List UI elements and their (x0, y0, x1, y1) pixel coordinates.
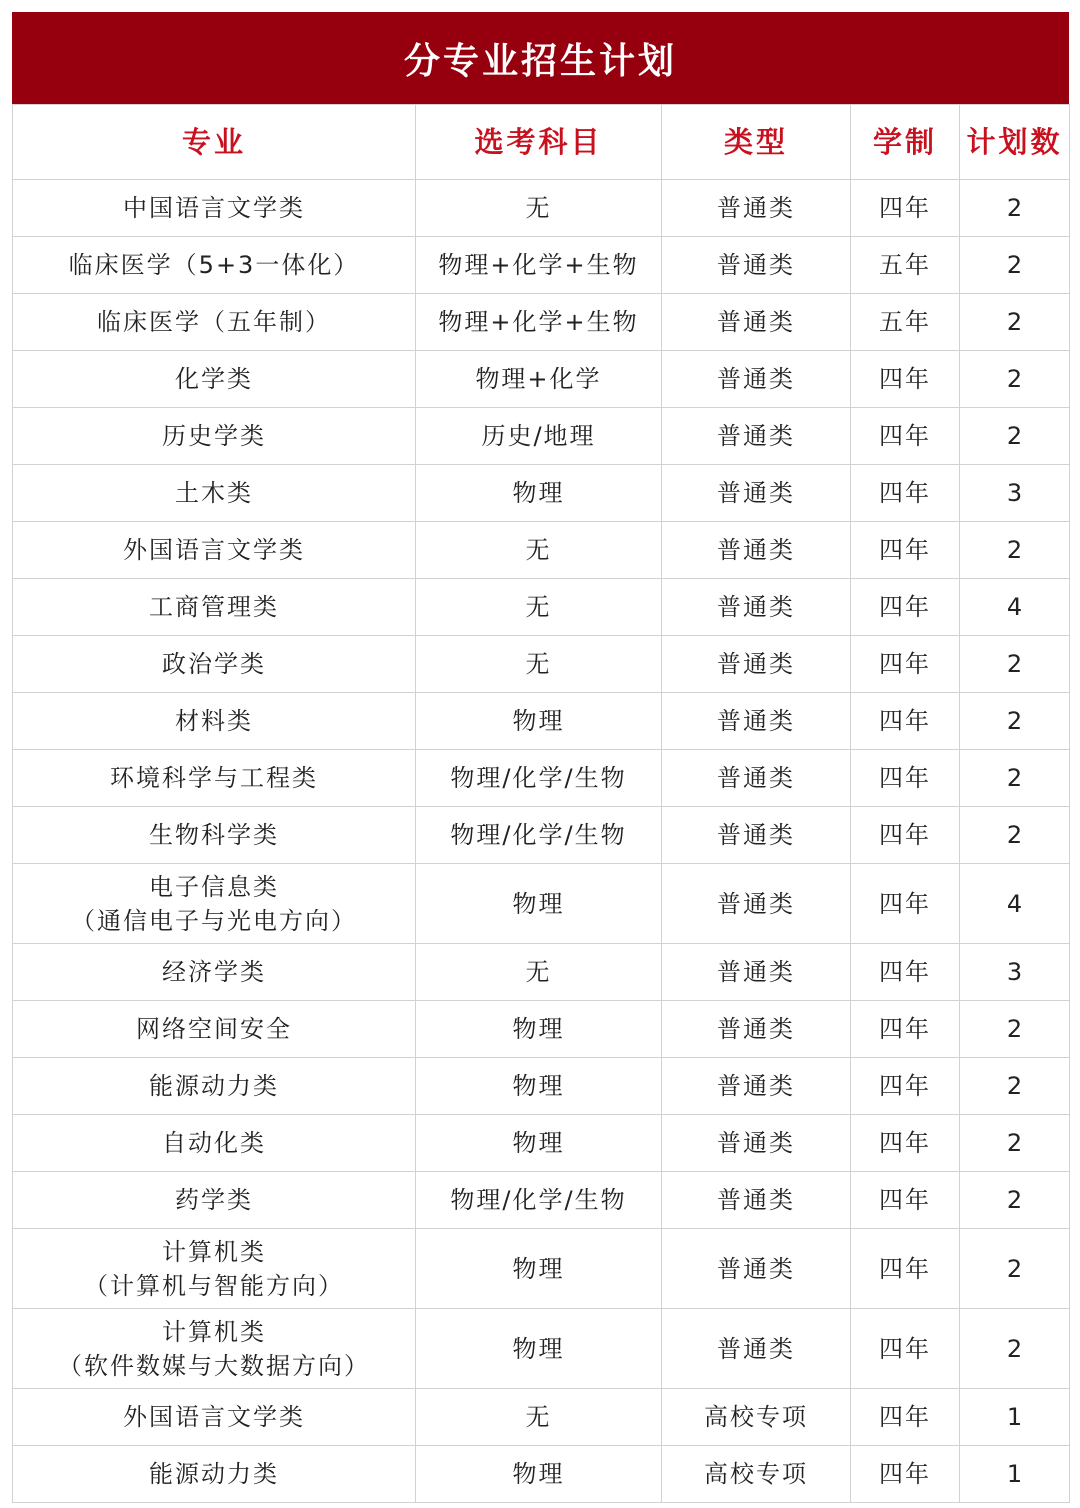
cell-type: 高校专项 (662, 1446, 851, 1503)
header-type: 类型 (662, 105, 851, 180)
cell-subjects: 物理/化学/生物 (416, 1172, 662, 1229)
cell-type: 普通类 (662, 408, 851, 465)
cell-major (13, 579, 416, 636)
table-row (13, 636, 1070, 693)
cell-duration: 四年 (851, 693, 960, 750)
cell-count: 2 (960, 408, 1070, 465)
header-major: 专业 (13, 105, 416, 180)
cell-count: 2 (960, 1172, 1070, 1229)
cell-subjects: 物理 (416, 693, 662, 750)
cell-type: 普通类 (662, 1172, 851, 1229)
cell-count: 3 (960, 465, 1070, 522)
cell-subjects: 物理 (416, 864, 662, 944)
major-name-line: 临床医学（5+3一体化） (68, 251, 360, 279)
cell-type: 普通类 (662, 1001, 851, 1058)
table-row (13, 1309, 1070, 1389)
cell-duration: 五年 (851, 294, 960, 351)
major-name-line: 材料类 (175, 707, 253, 735)
cell-subjects: 物理 (416, 1058, 662, 1115)
table-row (13, 944, 1070, 1001)
cell-type: 普通类 (662, 944, 851, 1001)
cell-major (13, 864, 416, 944)
cell-subjects: 物理 (416, 1229, 662, 1309)
major-name-line: 临床医学（五年制） (97, 308, 331, 336)
table-row (13, 579, 1070, 636)
table-row (13, 807, 1070, 864)
major-name-line: 环境科学与工程类 (110, 764, 318, 792)
table-row (13, 1446, 1070, 1503)
cell-duration: 四年 (851, 1172, 960, 1229)
title-banner (12, 12, 1069, 104)
table-row (13, 180, 1070, 237)
cell-subjects: 物理 (416, 1309, 662, 1389)
cell-type: 普通类 (662, 636, 851, 693)
table-body (13, 180, 1070, 1503)
cell-subjects: 无 (416, 1389, 662, 1446)
cell-count: 2 (960, 750, 1070, 807)
cell-count: 2 (960, 1058, 1070, 1115)
cell-count: 4 (960, 864, 1070, 944)
cell-count: 2 (960, 351, 1070, 408)
cell-count: 2 (960, 1115, 1070, 1172)
cell-major (13, 807, 416, 864)
page-title: 分专业招生计划 (403, 40, 677, 82)
table-row (13, 1001, 1070, 1058)
table-row (13, 237, 1070, 294)
table-row (13, 1058, 1070, 1115)
cell-type: 普通类 (662, 465, 851, 522)
cell-type: 普通类 (662, 522, 851, 579)
cell-subjects: 无 (416, 636, 662, 693)
major-name-line: 化学类 (175, 365, 253, 393)
cell-duration: 四年 (851, 1001, 960, 1058)
cell-major (13, 408, 416, 465)
cell-subjects: 物理 (416, 1446, 662, 1503)
header-count: 计划数 (960, 105, 1070, 180)
major-name-line: （计算机与智能方向） (84, 1271, 344, 1300)
cell-subjects: 物理+化学+生物 (416, 294, 662, 351)
major-name-line: 历史学类 (162, 422, 266, 450)
major-name-line: （通信电子与光电方向） (71, 906, 357, 935)
header-subjects: 选考科目 (416, 105, 662, 180)
table-row (13, 864, 1070, 944)
cell-duration: 四年 (851, 465, 960, 522)
cell-major (13, 1309, 416, 1389)
table-row (13, 408, 1070, 465)
cell-major (13, 1058, 416, 1115)
cell-subjects: 物理/化学/生物 (416, 750, 662, 807)
cell-type: 普通类 (662, 1115, 851, 1172)
cell-type: 普通类 (662, 1309, 851, 1389)
table-row (13, 465, 1070, 522)
cell-count: 3 (960, 944, 1070, 1001)
major-name-line: 外国语言文学类 (123, 536, 305, 564)
cell-duration: 四年 (851, 864, 960, 944)
cell-duration: 四年 (851, 1115, 960, 1172)
cell-count: 2 (960, 294, 1070, 351)
cell-major (13, 180, 416, 237)
table-row (13, 750, 1070, 807)
cell-type: 普通类 (662, 294, 851, 351)
cell-duration: 四年 (851, 636, 960, 693)
table-row (13, 1229, 1070, 1309)
cell-major (13, 237, 416, 294)
cell-count: 1 (960, 1446, 1070, 1503)
cell-major (13, 465, 416, 522)
table-row (13, 1389, 1070, 1446)
major-name-line: 土木类 (175, 479, 253, 507)
cell-subjects: 无 (416, 180, 662, 237)
cell-count: 2 (960, 180, 1070, 237)
cell-type: 普通类 (662, 1058, 851, 1115)
cell-subjects: 无 (416, 522, 662, 579)
cell-major (13, 1446, 416, 1503)
cell-duration: 四年 (851, 408, 960, 465)
cell-count: 1 (960, 1389, 1070, 1446)
major-name-line: 中国语言文学类 (123, 194, 305, 222)
cell-duration: 四年 (851, 180, 960, 237)
table-row (13, 1172, 1070, 1229)
cell-major (13, 351, 416, 408)
header-duration: 学制 (851, 105, 960, 180)
cell-major (13, 636, 416, 693)
major-name-line: 工商管理类 (149, 593, 279, 621)
major-name-line: 生物科学类 (149, 821, 279, 849)
enrollment-table (12, 104, 1070, 1503)
table-row (13, 693, 1070, 750)
major-name-line: 外国语言文学类 (123, 1403, 305, 1431)
cell-type: 普通类 (662, 807, 851, 864)
cell-type: 普通类 (662, 237, 851, 294)
cell-subjects: 物理/化学/生物 (416, 807, 662, 864)
cell-major (13, 1001, 416, 1058)
major-name-line: 政治学类 (162, 650, 266, 678)
cell-major (13, 1229, 416, 1309)
cell-duration: 四年 (851, 1309, 960, 1389)
table-row (13, 351, 1070, 408)
enrollment-plan-document (12, 12, 1069, 1503)
cell-count: 2 (960, 636, 1070, 693)
table-header-row (13, 105, 1070, 180)
cell-major (13, 944, 416, 1001)
cell-duration: 四年 (851, 579, 960, 636)
major-name-line: 能源动力类 (149, 1072, 279, 1100)
table-row (13, 294, 1070, 351)
cell-subjects: 物理+化学 (416, 351, 662, 408)
cell-subjects: 无 (416, 944, 662, 1001)
cell-count: 2 (960, 522, 1070, 579)
cell-duration: 四年 (851, 1229, 960, 1309)
major-name-line: 经济学类 (162, 958, 266, 986)
cell-duration: 四年 (851, 522, 960, 579)
cell-subjects: 历史/地理 (416, 408, 662, 465)
cell-subjects: 物理 (416, 465, 662, 522)
cell-type: 普通类 (662, 351, 851, 408)
cell-major (13, 294, 416, 351)
cell-count: 2 (960, 237, 1070, 294)
table-row (13, 522, 1070, 579)
cell-type: 普通类 (662, 693, 851, 750)
cell-major (13, 693, 416, 750)
cell-duration: 四年 (851, 351, 960, 408)
major-name-line: 药学类 (175, 1186, 253, 1214)
cell-type: 高校专项 (662, 1389, 851, 1446)
major-name-line: 网络空间安全 (136, 1015, 292, 1043)
major-name-line: 电子信息类 (149, 872, 279, 901)
cell-type: 普通类 (662, 864, 851, 944)
cell-duration: 四年 (851, 750, 960, 807)
cell-subjects: 物理+化学+生物 (416, 237, 662, 294)
table-row (13, 1115, 1070, 1172)
cell-duration: 四年 (851, 807, 960, 864)
cell-major (13, 522, 416, 579)
cell-duration: 四年 (851, 1389, 960, 1446)
cell-major (13, 750, 416, 807)
cell-duration: 五年 (851, 237, 960, 294)
cell-type: 普通类 (662, 1229, 851, 1309)
cell-count: 2 (960, 1229, 1070, 1309)
major-name-line: 自动化类 (162, 1129, 266, 1157)
cell-major (13, 1115, 416, 1172)
cell-duration: 四年 (851, 944, 960, 1001)
major-name-line: 计算机类 (162, 1237, 266, 1266)
cell-subjects: 物理 (416, 1115, 662, 1172)
cell-type: 普通类 (662, 180, 851, 237)
cell-major (13, 1389, 416, 1446)
cell-count: 2 (960, 1309, 1070, 1389)
cell-count: 2 (960, 693, 1070, 750)
cell-count: 4 (960, 579, 1070, 636)
cell-duration: 四年 (851, 1058, 960, 1115)
cell-duration: 四年 (851, 1446, 960, 1503)
major-name-line: 计算机类 (162, 1317, 266, 1346)
cell-count: 2 (960, 807, 1070, 864)
cell-major (13, 1172, 416, 1229)
cell-subjects: 物理 (416, 1001, 662, 1058)
cell-type: 普通类 (662, 579, 851, 636)
cell-type: 普通类 (662, 750, 851, 807)
cell-count: 2 (960, 1001, 1070, 1058)
major-name-line: 能源动力类 (149, 1460, 279, 1488)
major-name-line: （软件数媒与大数据方向） (58, 1351, 370, 1380)
cell-subjects: 无 (416, 579, 662, 636)
